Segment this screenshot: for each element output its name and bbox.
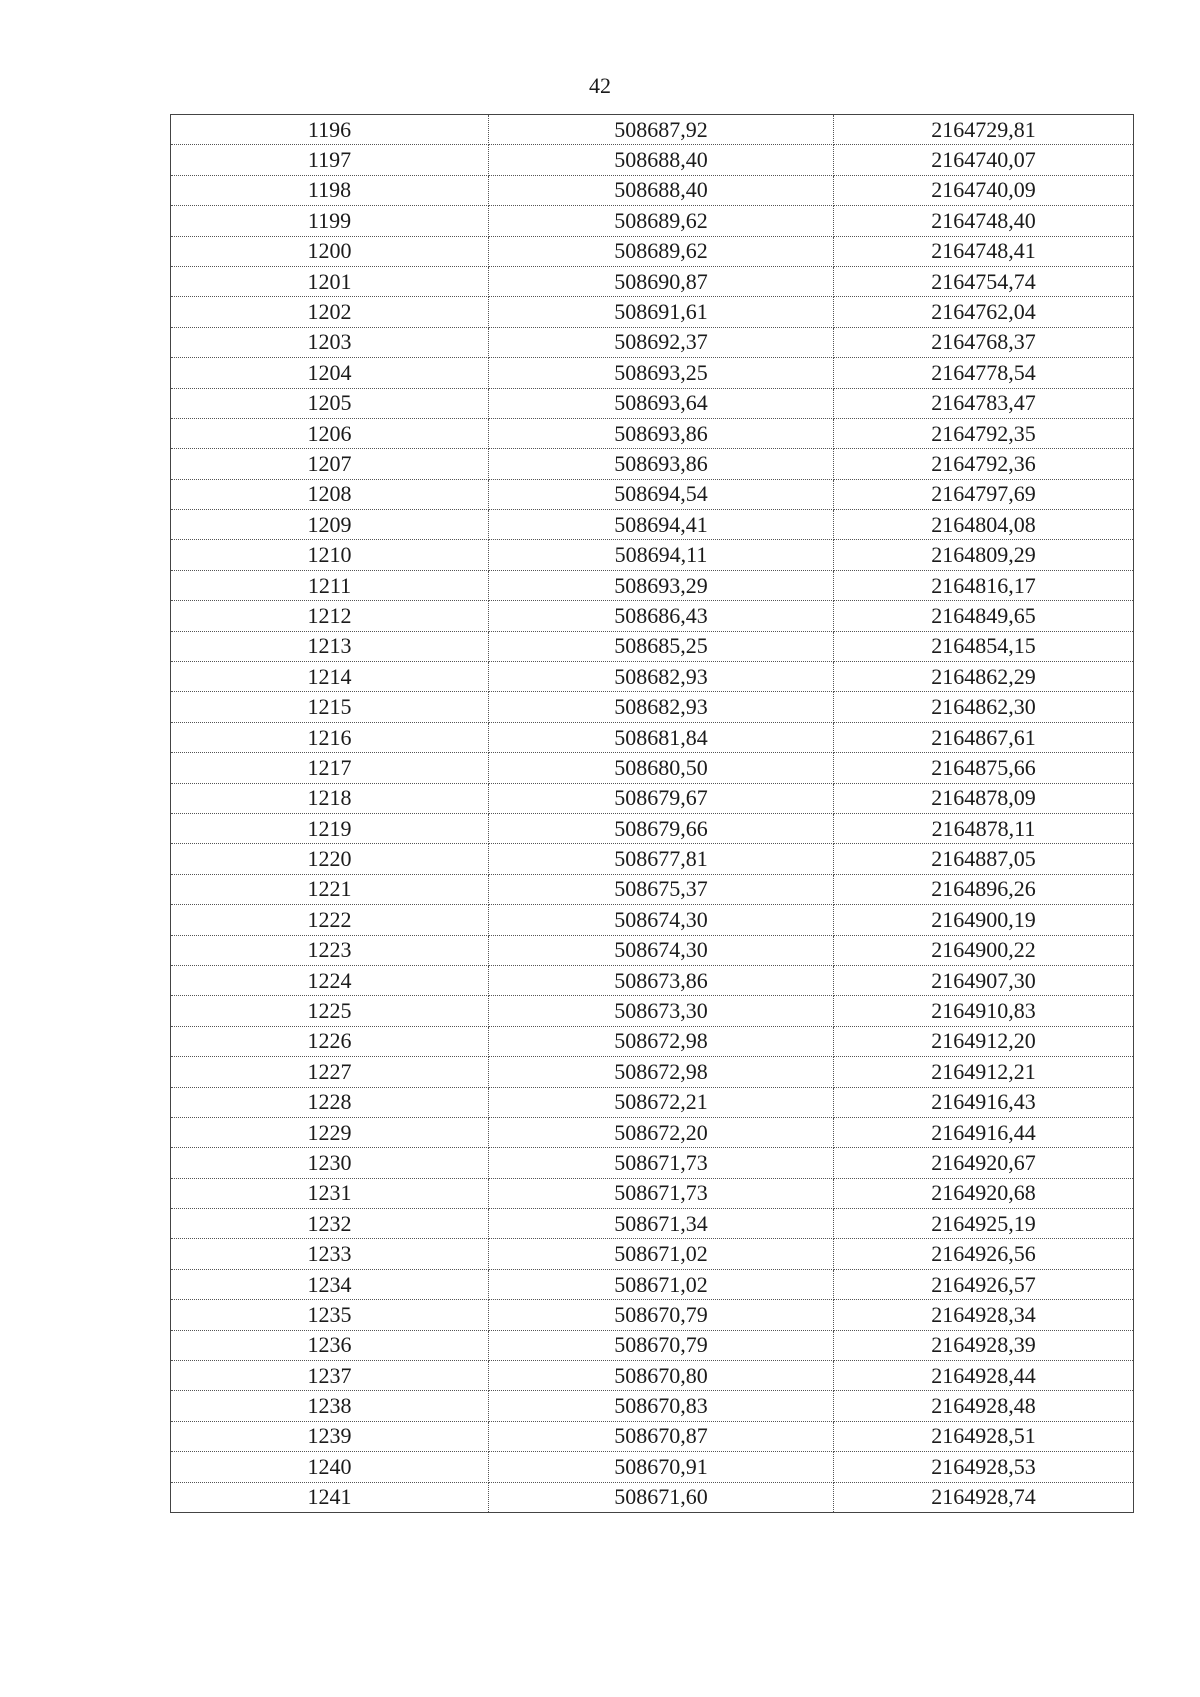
table-row [171, 1057, 1134, 1087]
y-coordinate-cell: 2164928,51 [834, 1421, 1134, 1451]
point-number-cell: 1240 [171, 1452, 489, 1482]
x-coordinate-cell: 508693,25 [489, 358, 834, 388]
y-coordinate-cell: 2164816,17 [834, 570, 1134, 600]
x-coordinate-cell: 508688,40 [489, 175, 834, 205]
x-coordinate-cell: 508692,37 [489, 327, 834, 357]
y-coordinate-cell: 2164912,20 [834, 1026, 1134, 1056]
x-coordinate-cell: 508677,81 [489, 844, 834, 874]
x-coordinate-cell: 508682,93 [489, 692, 834, 722]
y-coordinate-cell: 2164748,41 [834, 236, 1134, 266]
y-coordinate-cell: 2164900,22 [834, 935, 1134, 965]
table-row [171, 418, 1134, 448]
point-number-cell: 1239 [171, 1421, 489, 1451]
point-number-cell: 1209 [171, 510, 489, 540]
y-coordinate-cell: 2164804,08 [834, 510, 1134, 540]
x-coordinate-cell: 508670,91 [489, 1452, 834, 1482]
x-coordinate-cell: 508670,83 [489, 1391, 834, 1421]
table-row [171, 874, 1134, 904]
x-coordinate-cell: 508675,37 [489, 874, 834, 904]
y-coordinate-cell: 2164878,11 [834, 813, 1134, 843]
x-coordinate-cell: 508670,79 [489, 1330, 834, 1360]
table-row [171, 1391, 1134, 1421]
point-number-cell: 1210 [171, 540, 489, 570]
x-coordinate-cell: 508671,02 [489, 1269, 834, 1299]
x-coordinate-cell: 508694,11 [489, 540, 834, 570]
table-row [171, 601, 1134, 631]
point-number-cell: 1228 [171, 1087, 489, 1117]
y-coordinate-cell: 2164762,04 [834, 297, 1134, 327]
table-row [171, 145, 1134, 175]
x-coordinate-cell: 508671,73 [489, 1148, 834, 1178]
table-row [171, 1148, 1134, 1178]
point-number-cell: 1208 [171, 479, 489, 509]
table-row [171, 479, 1134, 509]
point-number-cell: 1203 [171, 327, 489, 357]
point-number-cell: 1219 [171, 813, 489, 843]
point-number-cell: 1207 [171, 449, 489, 479]
y-coordinate-cell: 2164867,61 [834, 722, 1134, 752]
point-number-cell: 1201 [171, 266, 489, 296]
x-coordinate-cell: 508672,20 [489, 1117, 834, 1147]
table-row [171, 449, 1134, 479]
y-coordinate-cell: 2164854,15 [834, 631, 1134, 661]
y-coordinate-cell: 2164900,19 [834, 905, 1134, 935]
point-number-cell: 1213 [171, 631, 489, 661]
table-row [171, 1269, 1134, 1299]
x-coordinate-cell: 508687,92 [489, 115, 834, 145]
table-row [171, 722, 1134, 752]
point-number-cell: 1216 [171, 722, 489, 752]
y-coordinate-cell: 2164778,54 [834, 358, 1134, 388]
y-coordinate-cell: 2164862,30 [834, 692, 1134, 722]
y-coordinate-cell: 2164878,09 [834, 783, 1134, 813]
x-coordinate-cell: 508672,98 [489, 1057, 834, 1087]
x-coordinate-cell: 508688,40 [489, 145, 834, 175]
y-coordinate-cell: 2164862,29 [834, 662, 1134, 692]
table-row [171, 115, 1134, 145]
table-row [171, 631, 1134, 661]
point-number-cell: 1234 [171, 1269, 489, 1299]
point-number-cell: 1226 [171, 1026, 489, 1056]
y-coordinate-cell: 2164792,36 [834, 449, 1134, 479]
y-coordinate-cell: 2164928,48 [834, 1391, 1134, 1421]
point-number-cell: 1202 [171, 297, 489, 327]
point-number-cell: 1205 [171, 388, 489, 418]
table-row [171, 844, 1134, 874]
y-coordinate-cell: 2164754,74 [834, 266, 1134, 296]
table-row [171, 935, 1134, 965]
point-number-cell: 1212 [171, 601, 489, 631]
x-coordinate-cell: 508673,30 [489, 996, 834, 1026]
y-coordinate-cell: 2164920,67 [834, 1148, 1134, 1178]
y-coordinate-cell: 2164928,44 [834, 1361, 1134, 1391]
x-coordinate-cell: 508689,62 [489, 236, 834, 266]
x-coordinate-cell: 508686,43 [489, 601, 834, 631]
y-coordinate-cell: 2164783,47 [834, 388, 1134, 418]
table-row [171, 1087, 1134, 1117]
table-row [171, 1482, 1134, 1512]
table-row [171, 175, 1134, 205]
table-row [171, 905, 1134, 935]
point-number-cell: 1221 [171, 874, 489, 904]
point-number-cell: 1200 [171, 236, 489, 266]
point-number-cell: 1220 [171, 844, 489, 874]
y-coordinate-cell: 2164920,68 [834, 1178, 1134, 1208]
x-coordinate-cell: 508671,73 [489, 1178, 834, 1208]
table-row [171, 1361, 1134, 1391]
y-coordinate-cell: 2164926,56 [834, 1239, 1134, 1269]
x-coordinate-cell: 508670,79 [489, 1300, 834, 1330]
y-coordinate-cell: 2164729,81 [834, 115, 1134, 145]
x-coordinate-cell: 508691,61 [489, 297, 834, 327]
y-coordinate-cell: 2164928,74 [834, 1482, 1134, 1512]
x-coordinate-cell: 508693,64 [489, 388, 834, 418]
y-coordinate-cell: 2164928,34 [834, 1300, 1134, 1330]
x-coordinate-cell: 508670,80 [489, 1361, 834, 1391]
table-row [171, 1300, 1134, 1330]
x-coordinate-cell: 508685,25 [489, 631, 834, 661]
x-coordinate-cell: 508674,30 [489, 905, 834, 935]
y-coordinate-cell: 2164928,39 [834, 1330, 1134, 1360]
x-coordinate-cell: 508693,86 [489, 418, 834, 448]
table-row [171, 540, 1134, 570]
table-row [171, 266, 1134, 296]
coordinates-table-body [171, 115, 1134, 1513]
y-coordinate-cell: 2164926,57 [834, 1269, 1134, 1299]
point-number-cell: 1223 [171, 935, 489, 965]
table-row [171, 570, 1134, 600]
x-coordinate-cell: 508690,87 [489, 266, 834, 296]
x-coordinate-cell: 508679,67 [489, 783, 834, 813]
table-row [171, 1178, 1134, 1208]
point-number-cell: 1241 [171, 1482, 489, 1512]
x-coordinate-cell: 508694,41 [489, 510, 834, 540]
point-number-cell: 1196 [171, 115, 489, 145]
y-coordinate-cell: 2164875,66 [834, 753, 1134, 783]
table-row [171, 783, 1134, 813]
table-row [171, 206, 1134, 236]
x-coordinate-cell: 508693,86 [489, 449, 834, 479]
y-coordinate-cell: 2164740,09 [834, 175, 1134, 205]
table-row [171, 1452, 1134, 1482]
y-coordinate-cell: 2164912,21 [834, 1057, 1134, 1087]
x-coordinate-cell: 508671,60 [489, 1482, 834, 1512]
point-number-cell: 1237 [171, 1361, 489, 1391]
y-coordinate-cell: 2164907,30 [834, 965, 1134, 995]
table-row [171, 996, 1134, 1026]
table-row [171, 236, 1134, 266]
point-number-cell: 1230 [171, 1148, 489, 1178]
y-coordinate-cell: 2164887,05 [834, 844, 1134, 874]
x-coordinate-cell: 508680,50 [489, 753, 834, 783]
point-number-cell: 1235 [171, 1300, 489, 1330]
point-number-cell: 1225 [171, 996, 489, 1026]
point-number-cell: 1211 [171, 570, 489, 600]
point-number-cell: 1198 [171, 175, 489, 205]
point-number-cell: 1206 [171, 418, 489, 448]
point-number-cell: 1231 [171, 1178, 489, 1208]
x-coordinate-cell: 508681,84 [489, 722, 834, 752]
x-coordinate-cell: 508671,34 [489, 1209, 834, 1239]
point-number-cell: 1224 [171, 965, 489, 995]
y-coordinate-cell: 2164740,07 [834, 145, 1134, 175]
y-coordinate-cell: 2164925,19 [834, 1209, 1134, 1239]
x-coordinate-cell: 508693,29 [489, 570, 834, 600]
point-number-cell: 1218 [171, 783, 489, 813]
table-row [171, 1209, 1134, 1239]
table-row [171, 1239, 1134, 1269]
table-row [171, 510, 1134, 540]
point-number-cell: 1229 [171, 1117, 489, 1147]
point-number-cell: 1236 [171, 1330, 489, 1360]
x-coordinate-cell: 508673,86 [489, 965, 834, 995]
table-row [171, 1421, 1134, 1451]
table-row [171, 297, 1134, 327]
y-coordinate-cell: 2164809,29 [834, 540, 1134, 570]
point-number-cell: 1227 [171, 1057, 489, 1087]
y-coordinate-cell: 2164768,37 [834, 327, 1134, 357]
point-number-cell: 1204 [171, 358, 489, 388]
x-coordinate-cell: 508672,98 [489, 1026, 834, 1056]
x-coordinate-cell: 508682,93 [489, 662, 834, 692]
y-coordinate-cell: 2164849,65 [834, 601, 1134, 631]
x-coordinate-cell: 508679,66 [489, 813, 834, 843]
point-number-cell: 1215 [171, 692, 489, 722]
x-coordinate-cell: 508671,02 [489, 1239, 834, 1269]
table-row [171, 662, 1134, 692]
y-coordinate-cell: 2164916,44 [834, 1117, 1134, 1147]
table-row [171, 1117, 1134, 1147]
point-number-cell: 1232 [171, 1209, 489, 1239]
y-coordinate-cell: 2164792,35 [834, 418, 1134, 448]
y-coordinate-cell: 2164928,53 [834, 1452, 1134, 1482]
point-number-cell: 1217 [171, 753, 489, 783]
point-number-cell: 1238 [171, 1391, 489, 1421]
point-number-cell: 1199 [171, 206, 489, 236]
table-row [171, 692, 1134, 722]
point-number-cell: 1233 [171, 1239, 489, 1269]
x-coordinate-cell: 508672,21 [489, 1087, 834, 1117]
y-coordinate-cell: 2164748,40 [834, 206, 1134, 236]
table-row [171, 1330, 1134, 1360]
x-coordinate-cell: 508674,30 [489, 935, 834, 965]
y-coordinate-cell: 2164910,83 [834, 996, 1134, 1026]
page-number: 42 [589, 73, 611, 98]
point-number-cell: 1222 [171, 905, 489, 935]
table-row [171, 388, 1134, 418]
table-row [171, 358, 1134, 388]
y-coordinate-cell: 2164896,26 [834, 874, 1134, 904]
coordinates-table [170, 114, 1134, 1513]
point-number-cell: 1197 [171, 145, 489, 175]
x-coordinate-cell: 508694,54 [489, 479, 834, 509]
table-row [171, 753, 1134, 783]
table-row [171, 327, 1134, 357]
table-row [171, 1026, 1134, 1056]
table-row [171, 813, 1134, 843]
table-row [171, 965, 1134, 995]
point-number-cell: 1214 [171, 662, 489, 692]
y-coordinate-cell: 2164797,69 [834, 479, 1134, 509]
x-coordinate-cell: 508670,87 [489, 1421, 834, 1451]
y-coordinate-cell: 2164916,43 [834, 1087, 1134, 1117]
x-coordinate-cell: 508689,62 [489, 206, 834, 236]
